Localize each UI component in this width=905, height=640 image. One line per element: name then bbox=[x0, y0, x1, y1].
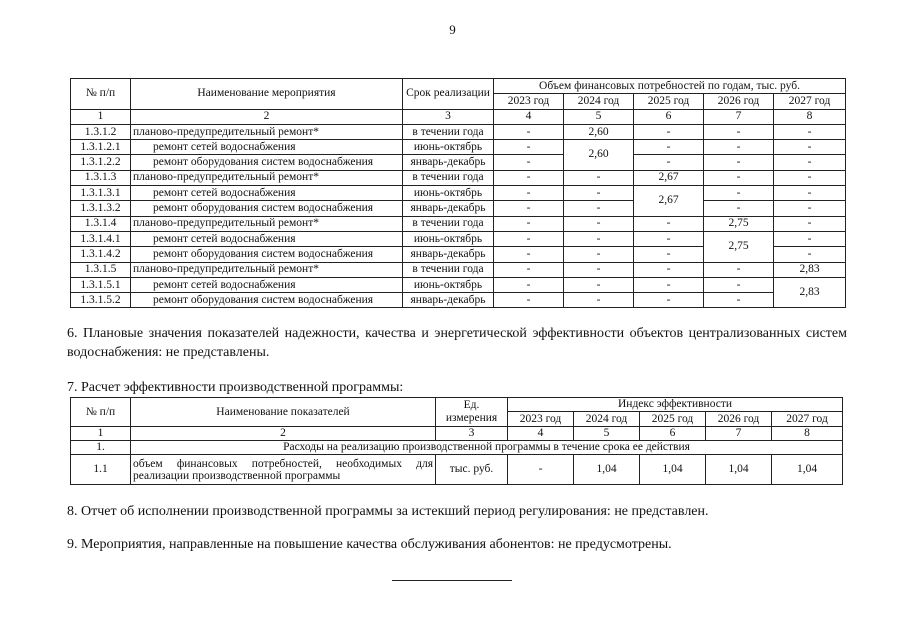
col-number: 8 bbox=[772, 427, 843, 441]
table-row bbox=[71, 231, 846, 246]
table-row bbox=[71, 170, 846, 185]
row-term: июнь-октябрь bbox=[403, 186, 494, 201]
row-value: - bbox=[704, 262, 774, 277]
header-name: Наименование показателей bbox=[131, 398, 436, 427]
col-number: 3 bbox=[436, 427, 508, 441]
row-value: - bbox=[774, 231, 846, 246]
row-value: 1,04 bbox=[772, 455, 843, 485]
row-num: 1.3.1.4.2 bbox=[71, 247, 131, 262]
row-value: - bbox=[634, 216, 704, 231]
row-name: планово-предупредительный ремонт* bbox=[131, 124, 403, 139]
header-year: 2025 год bbox=[634, 94, 704, 109]
row-num: 1.3.1.3.2 bbox=[71, 201, 131, 216]
row-term: в течении года bbox=[403, 216, 494, 231]
page-number: 9 bbox=[449, 22, 456, 37]
row-value: 1,04 bbox=[640, 455, 706, 485]
row-value: - bbox=[564, 201, 634, 216]
row-num: 1.3.1.4.1 bbox=[71, 231, 131, 246]
row-value: - bbox=[634, 231, 704, 246]
col-number: 8 bbox=[774, 109, 846, 124]
row-num: 1.3.1.5.1 bbox=[71, 277, 131, 292]
row-value: - bbox=[774, 140, 846, 155]
row-num: 1.3.1.5.2 bbox=[71, 293, 131, 308]
section-num: 1. bbox=[71, 441, 131, 455]
row-value: 1,04 bbox=[706, 455, 772, 485]
footer-rule bbox=[392, 580, 512, 581]
row-value: - bbox=[634, 293, 704, 308]
paragraph-8: 8. Отчет об исполнении производственной программы за истекший период регулирования: не представлен. bbox=[67, 504, 709, 519]
row-value: - bbox=[564, 247, 634, 262]
row-value: - bbox=[494, 216, 564, 231]
row-value: - bbox=[564, 186, 634, 201]
row-value: - bbox=[564, 216, 634, 231]
row-name: планово-предупредительный ремонт* bbox=[131, 262, 403, 277]
col-number: 2 bbox=[131, 427, 436, 441]
paragraph-6: 6. Плановые значения показателей надежности, качества и энергетической эффективности объектов централизованных систем водоснабжения: не представлены. bbox=[67, 326, 847, 360]
row-value: - bbox=[634, 277, 704, 292]
col-number: 1 bbox=[71, 427, 131, 441]
header-year: 2023 год bbox=[494, 94, 564, 109]
row-name: объем финансовых потребностей, необходимых для реализации производственной программы bbox=[131, 455, 436, 485]
row-term: январь-декабрь bbox=[403, 201, 494, 216]
header-year: 2025 год bbox=[640, 412, 706, 427]
row-value: - bbox=[634, 155, 704, 170]
row-value: - bbox=[494, 277, 564, 292]
row-value: - bbox=[494, 170, 564, 185]
col-number: 6 bbox=[640, 427, 706, 441]
row-num: 1.3.1.2.2 bbox=[71, 155, 131, 170]
header-unit: Ед. измерения bbox=[436, 398, 508, 427]
row-name: ремонт оборудования систем водоснабжения bbox=[131, 247, 403, 262]
col-number: 2 bbox=[131, 109, 403, 124]
row-term: январь-декабрь bbox=[403, 247, 494, 262]
row-name: ремонт сетей водоснабжения bbox=[131, 277, 403, 292]
col-number: 3 bbox=[403, 109, 494, 124]
row-name: планово-предупредительный ремонт* bbox=[131, 170, 403, 185]
paragraph-7: 7. Расчет эффективности производственной программы: bbox=[67, 380, 404, 395]
table-row bbox=[71, 155, 846, 170]
row-value: - bbox=[774, 124, 846, 139]
row-value: - bbox=[494, 155, 564, 170]
row-name: планово-предупредительный ремонт* bbox=[131, 216, 403, 231]
table-row bbox=[71, 124, 846, 139]
header-year: 2026 год bbox=[706, 412, 772, 427]
row-value-merged: 2,67 bbox=[634, 186, 704, 217]
row-value: - bbox=[634, 247, 704, 262]
row-value: 2,75 bbox=[704, 216, 774, 231]
row-name: ремонт сетей водоснабжения bbox=[131, 231, 403, 246]
row-value: - bbox=[704, 140, 774, 155]
row-term: июнь-октябрь bbox=[403, 231, 494, 246]
row-value: - bbox=[704, 155, 774, 170]
row-value: - bbox=[704, 124, 774, 139]
row-num: 1.3.1.2 bbox=[71, 124, 131, 139]
header-index: Индекс эффективности bbox=[508, 398, 843, 412]
row-value: 2,67 bbox=[634, 170, 704, 185]
col-number: 7 bbox=[704, 109, 774, 124]
row-name: ремонт оборудования систем водоснабжения bbox=[131, 155, 403, 170]
header-year: 2027 год bbox=[772, 412, 843, 427]
row-value: - bbox=[494, 247, 564, 262]
row-value: - bbox=[494, 140, 564, 155]
header-volume: Объем финансовых потребностей по годам, тыс. руб. bbox=[494, 79, 846, 94]
row-value: 2,60 bbox=[564, 124, 634, 139]
row-num: 1.3.1.3.1 bbox=[71, 186, 131, 201]
header-num: № п/п bbox=[71, 79, 131, 110]
row-value: - bbox=[704, 186, 774, 201]
row-term: в течении года bbox=[403, 124, 494, 139]
row-num: 1.1 bbox=[71, 455, 131, 485]
financial-needs-table bbox=[70, 78, 846, 308]
efficiency-table bbox=[70, 397, 843, 485]
col-number: 5 bbox=[564, 109, 634, 124]
row-value: - bbox=[774, 201, 846, 216]
row-value-merged: 2,60 bbox=[564, 140, 634, 171]
table-row bbox=[71, 186, 846, 201]
row-value: - bbox=[494, 262, 564, 277]
header-year: 2027 год bbox=[774, 94, 846, 109]
row-value: - bbox=[774, 216, 846, 231]
row-value-merged: 2,83 bbox=[774, 277, 846, 308]
col-number: 6 bbox=[634, 109, 704, 124]
row-value: - bbox=[634, 262, 704, 277]
row-value: - bbox=[634, 124, 704, 139]
row-num: 1.3.1.3 bbox=[71, 170, 131, 185]
col-number: 4 bbox=[508, 427, 574, 441]
section-row bbox=[71, 441, 843, 455]
table-row bbox=[71, 262, 846, 277]
table-row bbox=[71, 293, 846, 308]
col-number: 1 bbox=[71, 109, 131, 124]
header-year: 2026 год bbox=[704, 94, 774, 109]
row-value-merged: 2,75 bbox=[704, 231, 774, 262]
row-name: ремонт оборудования систем водоснабжения bbox=[131, 201, 403, 216]
table-row bbox=[71, 201, 846, 216]
header-num: № п/п bbox=[71, 398, 131, 427]
row-value: - bbox=[564, 231, 634, 246]
row-num: 1.3.1.5 bbox=[71, 262, 131, 277]
table-row bbox=[71, 140, 846, 155]
row-name: ремонт сетей водоснабжения bbox=[131, 186, 403, 201]
header-year: 2024 год bbox=[564, 94, 634, 109]
row-value: - bbox=[774, 247, 846, 262]
row-value: - bbox=[494, 231, 564, 246]
row-value: - bbox=[564, 293, 634, 308]
row-value: - bbox=[494, 293, 564, 308]
row-value: - bbox=[564, 277, 634, 292]
row-value: 1,04 bbox=[574, 455, 640, 485]
row-value: - bbox=[774, 155, 846, 170]
header-year: 2024 год bbox=[574, 412, 640, 427]
row-value: 2,83 bbox=[774, 262, 846, 277]
row-value: - bbox=[494, 201, 564, 216]
header-year: 2023 год bbox=[508, 412, 574, 427]
row-value: - bbox=[704, 277, 774, 292]
row-term: июнь-октябрь bbox=[403, 140, 494, 155]
row-value: - bbox=[564, 262, 634, 277]
section-title: Расходы на реализацию производственной программы в течение срока ее действия bbox=[131, 441, 843, 455]
paragraph-9: 9. Мероприятия, направленные на повышение качества обслуживания абонентов: не предусмотрены. bbox=[67, 537, 672, 552]
row-term: январь-декабрь bbox=[403, 293, 494, 308]
row-value: - bbox=[704, 201, 774, 216]
row-name: ремонт сетей водоснабжения bbox=[131, 140, 403, 155]
table-row bbox=[71, 216, 846, 231]
col-number: 7 bbox=[706, 427, 772, 441]
header-name: Наименование мероприятия bbox=[131, 79, 403, 110]
row-num: 1.3.1.4 bbox=[71, 216, 131, 231]
row-term: в течении года bbox=[403, 170, 494, 185]
row-term: в течении года bbox=[403, 262, 494, 277]
table-row bbox=[71, 455, 843, 485]
row-term: январь-декабрь bbox=[403, 155, 494, 170]
col-number: 4 bbox=[494, 109, 564, 124]
row-name: ремонт оборудования систем водоснабжения bbox=[131, 293, 403, 308]
col-number: 5 bbox=[574, 427, 640, 441]
row-value: - bbox=[774, 186, 846, 201]
row-value: - bbox=[508, 455, 574, 485]
row-term: июнь-октябрь bbox=[403, 277, 494, 292]
row-value: - bbox=[564, 170, 634, 185]
row-value: - bbox=[774, 170, 846, 185]
table-row bbox=[71, 277, 846, 292]
header-term: Срок реализации bbox=[403, 79, 494, 110]
row-value: - bbox=[634, 140, 704, 155]
row-value: - bbox=[704, 293, 774, 308]
row-value: - bbox=[494, 124, 564, 139]
row-value: - bbox=[704, 170, 774, 185]
row-value: - bbox=[494, 186, 564, 201]
row-num: 1.3.1.2.1 bbox=[71, 140, 131, 155]
row-unit: тыс. руб. bbox=[436, 455, 508, 485]
